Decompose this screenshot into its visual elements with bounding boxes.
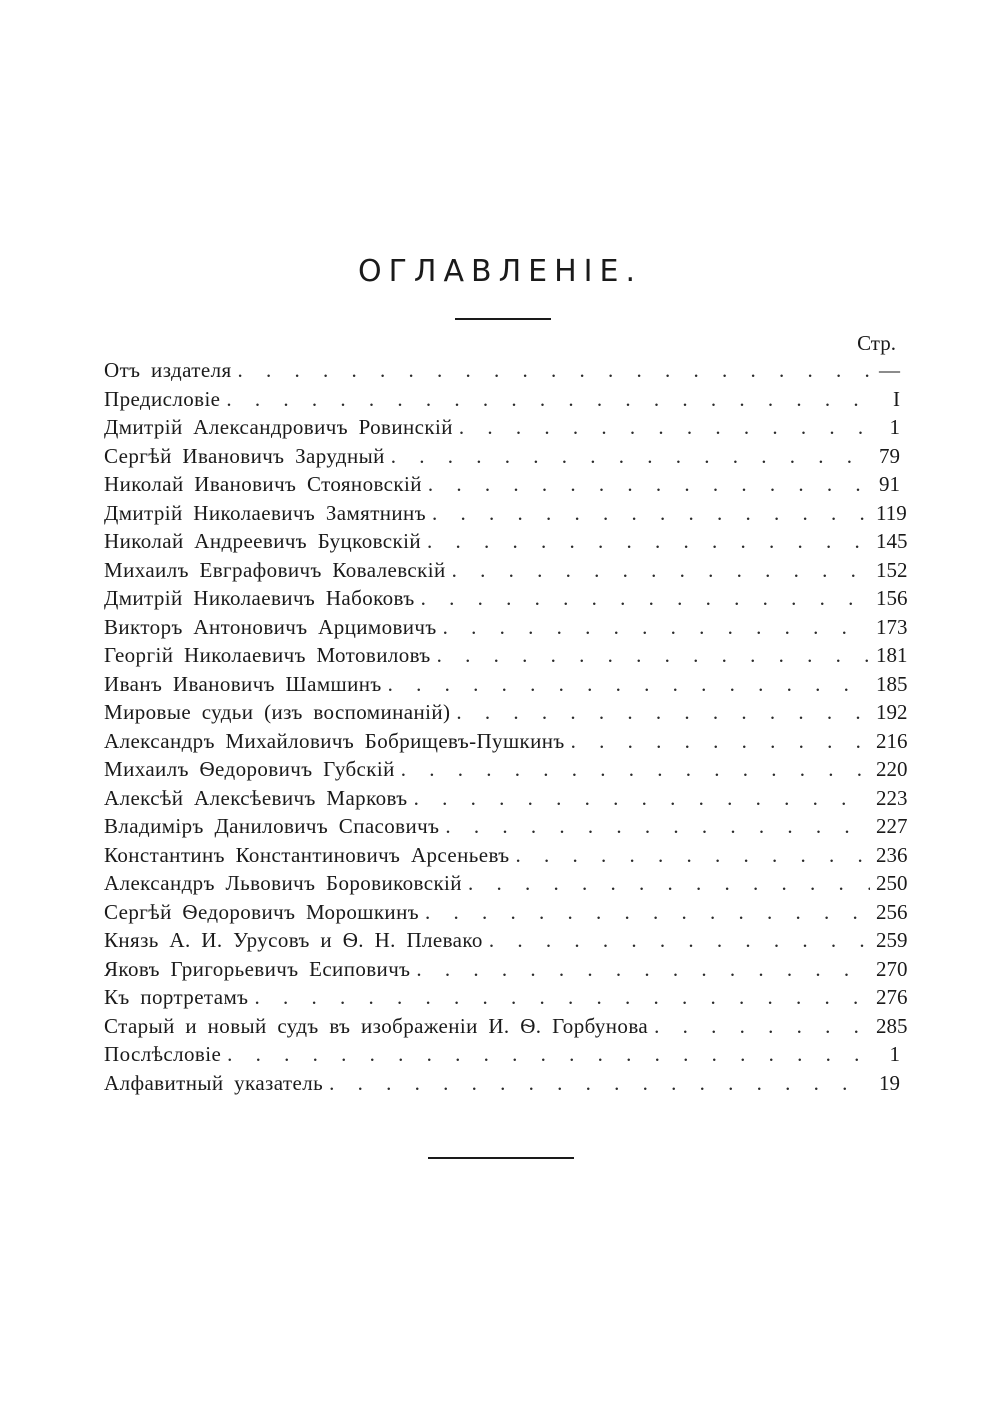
toc-entry-page: 236 — [876, 842, 908, 867]
toc-entry-label: Отъ издателя — [104, 358, 232, 382]
toc-entry — [104, 1040, 900, 1069]
toc-entry-page: I — [893, 386, 900, 411]
page-title: ОГЛАВЛЕНІЕ. — [358, 254, 642, 289]
toc-entry — [104, 841, 908, 870]
toc-entry-page: 119 — [876, 500, 907, 525]
dot-leader — [391, 442, 870, 471]
toc-entry-label: Николай Ивановичъ Стояновскій — [104, 472, 422, 496]
toc-entry-page: 19 — [879, 1070, 900, 1095]
title-divider — [455, 318, 551, 320]
toc-entry — [104, 727, 908, 756]
toc-entry-page: — — [879, 358, 900, 382]
dot-leader — [401, 755, 870, 784]
toc-entry-label: Михаилъ Евграфовичъ Ковалевскій — [104, 557, 446, 582]
toc-entry-page: 173 — [876, 614, 908, 639]
dot-leader — [468, 869, 870, 898]
toc-entry-page: 220 — [876, 757, 908, 781]
toc-entry — [104, 698, 908, 727]
toc-entry-label: Къ портретамъ — [104, 985, 249, 1009]
dot-leader — [238, 356, 870, 385]
toc-entry-label: Послѣсловіе — [104, 1042, 222, 1066]
toc-entry-page: 250 — [876, 871, 908, 895]
dot-leader — [227, 1040, 870, 1069]
dot-leader — [421, 584, 870, 613]
toc-entry — [104, 755, 908, 784]
toc-entry-label: Дмитрій Николаевичъ Набоковъ — [104, 586, 415, 610]
toc-entry — [104, 442, 900, 471]
toc-entry — [104, 955, 908, 984]
dot-leader — [427, 527, 870, 556]
toc-entry-page: 185 — [876, 671, 908, 696]
toc-entry — [104, 356, 900, 385]
dot-leader — [329, 1069, 870, 1098]
table-of-contents — [104, 356, 908, 1097]
toc-entry-label: Владиміръ Даниловичъ Спасовичъ — [104, 814, 440, 838]
toc-entry-page: 256 — [876, 899, 908, 924]
toc-entry-label: Дмитрій Александровичъ Ровинскій — [104, 415, 453, 439]
toc-entry-page: 79 — [879, 443, 900, 468]
toc-entry-label: Александръ Михайловичъ Бобрищевъ-Пушкинъ — [104, 728, 565, 753]
toc-entry-label: Александръ Львовичъ Боровиковскій — [104, 871, 462, 895]
toc-entry-label: Константинъ Константиновичъ Арсеньевъ — [104, 842, 510, 867]
toc-entry-page: 145 — [876, 529, 908, 553]
toc-entry-label: Алексѣй Алексѣевичъ Марковъ — [104, 785, 408, 810]
dot-leader — [654, 1012, 870, 1041]
dot-leader — [516, 841, 870, 870]
toc-entry-page: 181 — [876, 643, 908, 667]
toc-entry — [104, 527, 908, 556]
toc-entry — [104, 413, 900, 442]
end-divider — [428, 1157, 574, 1159]
toc-entry — [104, 499, 907, 528]
toc-entry-label: Яковъ Григорьевичъ Есиповичъ — [104, 956, 411, 981]
toc-entry-page: 223 — [876, 785, 908, 810]
dot-leader — [414, 784, 870, 813]
toc-entry — [104, 1012, 908, 1041]
dot-leader — [388, 670, 870, 699]
toc-entry-label: Сергѣй Ивановичъ Зарудный — [104, 443, 385, 468]
dot-leader — [456, 698, 870, 727]
toc-entry — [104, 584, 908, 613]
toc-entry — [104, 983, 908, 1012]
dot-leader — [425, 898, 870, 927]
dot-leader — [428, 470, 870, 499]
toc-entry-label: Старый и новый судъ въ изображеніи И. Ѳ. Горбунова — [104, 1013, 649, 1038]
toc-entry — [104, 556, 908, 585]
toc-entry-page: 227 — [876, 814, 908, 838]
toc-entry — [104, 898, 908, 927]
dot-leader — [254, 983, 870, 1012]
dot-leader — [443, 613, 870, 642]
dot-leader — [571, 727, 870, 756]
toc-entry-page: 276 — [876, 985, 908, 1009]
toc-entry — [104, 926, 908, 955]
dot-leader — [459, 413, 870, 442]
toc-entry — [104, 385, 900, 414]
toc-entry — [104, 784, 908, 813]
toc-entry — [104, 670, 908, 699]
toc-entry-page: 259 — [876, 928, 908, 952]
toc-entry — [104, 1069, 900, 1098]
toc-entry-page: 156 — [876, 586, 908, 610]
toc-entry-label: Георгій Николаевичъ Мотовиловъ — [104, 643, 431, 667]
toc-entry-label: Дмитрій Николаевичъ Замятнинъ — [104, 500, 426, 525]
toc-entry-label: Михаилъ Ѳедоровичъ Губскій — [104, 757, 395, 781]
toc-entry-page: 270 — [876, 956, 908, 981]
dot-leader — [226, 385, 870, 414]
toc-entry-page: 1 — [889, 1042, 900, 1066]
dot-leader — [489, 926, 870, 955]
toc-entry-page: 216 — [876, 728, 908, 753]
toc-entry-label: Сергѣй Ѳедоровичъ Морошкинъ — [104, 899, 419, 924]
toc-entry-page: 1 — [889, 415, 900, 439]
toc-entry — [104, 641, 908, 670]
toc-entry-label: Мировые судьи (изъ воспоминаній) — [104, 700, 451, 724]
toc-entry-page: 285 — [876, 1013, 908, 1038]
toc-entry — [104, 869, 908, 898]
toc-entry — [104, 812, 908, 841]
toc-entry-page: 91 — [879, 472, 900, 496]
dot-leader — [437, 641, 870, 670]
toc-entry — [104, 470, 900, 499]
toc-entry-label: Князь А. И. Урусовъ и Ѳ. Н. Плевако — [104, 928, 483, 952]
toc-entry — [104, 613, 908, 642]
dot-leader — [445, 812, 870, 841]
dot-leader — [432, 499, 870, 528]
dot-leader — [416, 955, 870, 984]
toc-entry-label: Викторъ Антоновичъ Арцимовичъ — [104, 614, 437, 639]
toc-entry-label: Предисловіе — [104, 386, 221, 411]
toc-entry-label: Николай Андреевичъ Буцковскій — [104, 529, 422, 553]
page-column-label: Стр. — [857, 331, 896, 355]
toc-entry-page: 192 — [876, 700, 908, 724]
toc-entry-label: Алфавитный указатель — [104, 1070, 324, 1095]
toc-entry-page: 152 — [876, 557, 908, 582]
toc-entry-label: Иванъ Ивановичъ Шамшинъ — [104, 671, 382, 696]
dot-leader — [452, 556, 870, 585]
